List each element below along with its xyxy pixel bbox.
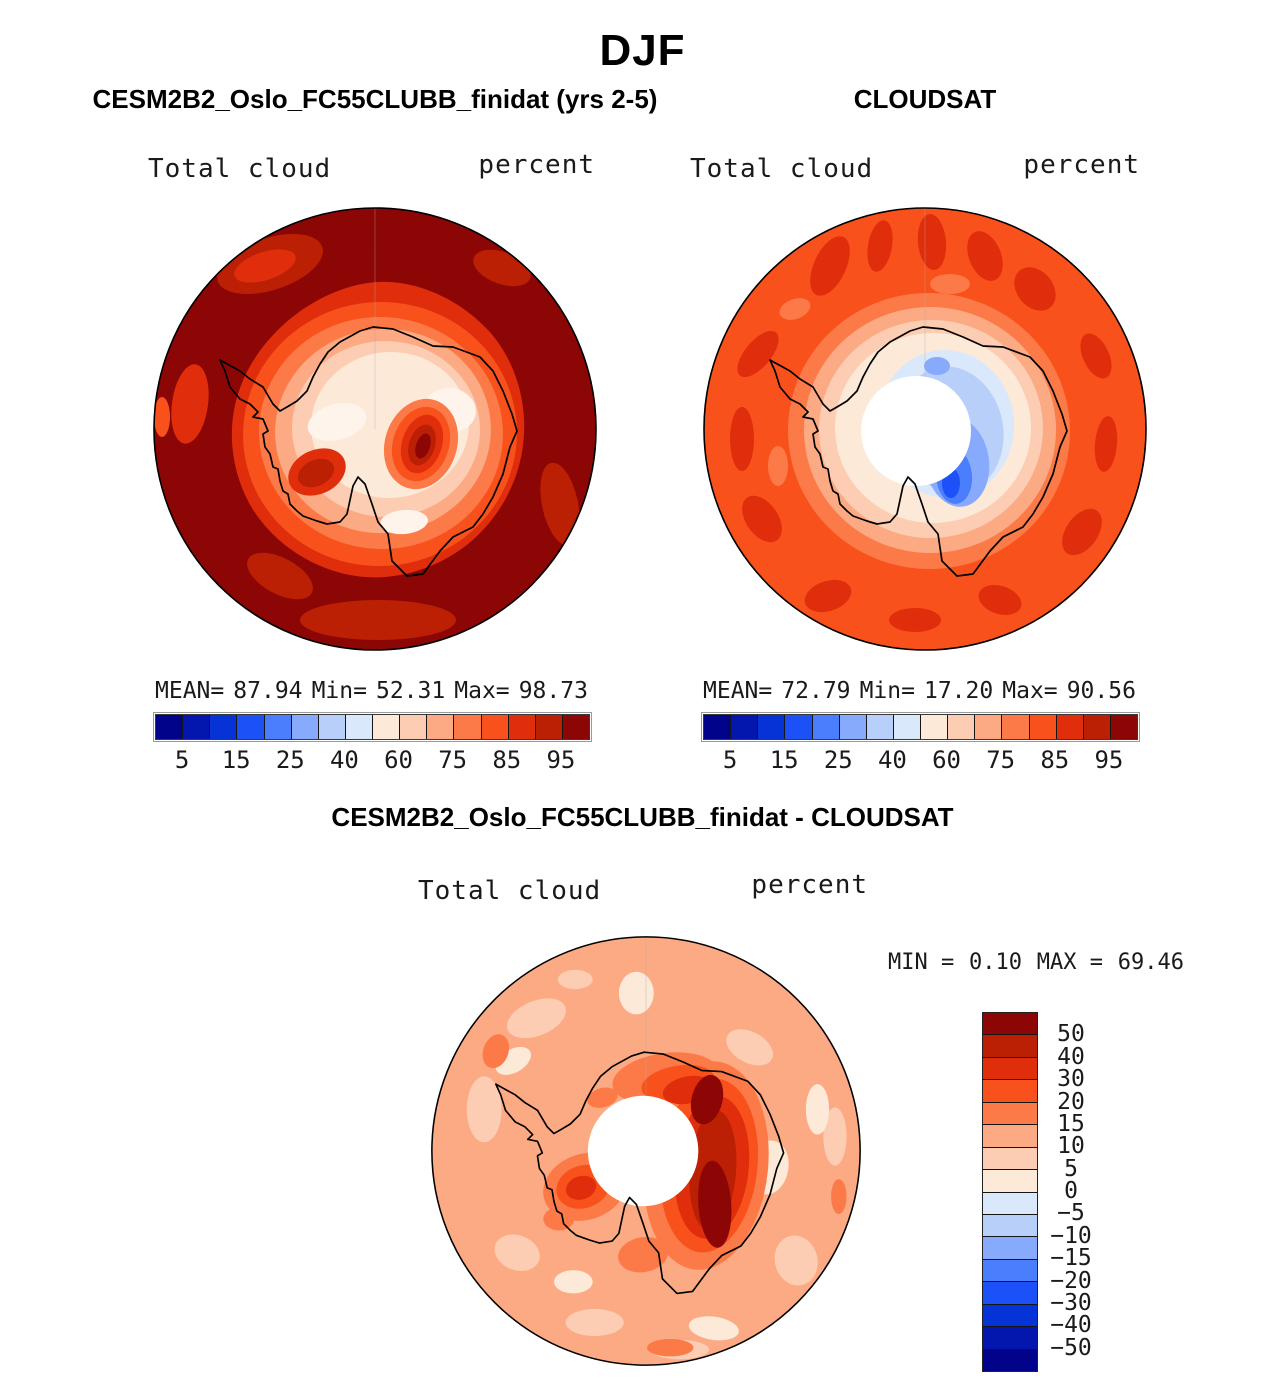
min-label: Min= — [311, 678, 367, 704]
colorbar-segment — [867, 715, 894, 739]
colorbar-segment — [921, 715, 948, 739]
contour-patch — [554, 1270, 593, 1293]
model-panel-title: CESM2B2_Oslo_FC55CLUBB_finidat (yrs 2-5) — [92, 84, 658, 114]
tick-label: 75 — [438, 746, 468, 774]
max-value: 98.73 — [518, 678, 588, 704]
max-value: 90.56 — [1066, 678, 1136, 704]
colorbar-segment — [840, 715, 867, 739]
contour-patch — [831, 1179, 847, 1214]
tick-label: 75 — [986, 746, 1016, 774]
colorbar-segment — [948, 715, 975, 739]
tick-label: 10 — [1057, 1133, 1085, 1160]
tick-label: 30 — [1057, 1066, 1085, 1093]
colorbar-segment — [346, 715, 373, 739]
tick-label: −10 — [1050, 1222, 1092, 1249]
colorbar-segment — [536, 715, 563, 739]
colorbar-segment — [1002, 715, 1029, 739]
colorbar-segment — [983, 1215, 1037, 1237]
tick-label: 95 — [1094, 746, 1124, 774]
diff-field-label: Total cloud — [418, 876, 602, 906]
diff-stats-line — [888, 950, 1184, 975]
tick-label: 85 — [1040, 746, 1070, 774]
contour-patch — [619, 972, 654, 1015]
contour-patch — [300, 600, 456, 640]
colorbar-segment — [785, 715, 812, 739]
obs-units-label: percent — [1023, 150, 1140, 180]
contour-patch — [647, 1339, 694, 1356]
min-value: 52.31 — [375, 678, 446, 704]
polar-data-void — [861, 376, 971, 486]
colorbar-segment — [983, 1193, 1037, 1215]
min-label: Min= — [859, 678, 915, 704]
colorbar-segment — [983, 1125, 1037, 1147]
model-colorbar-ticks — [155, 746, 588, 776]
colorbar-segment — [704, 715, 731, 739]
colorbar-segment — [894, 715, 921, 739]
mean-label: MEAN= — [703, 678, 773, 704]
colorbar-segment — [509, 715, 536, 739]
tick-label: −30 — [1050, 1289, 1092, 1316]
colorbar-segment — [265, 715, 292, 739]
colorbar-segment — [813, 715, 840, 739]
contour-patch — [768, 446, 788, 486]
colorbar-segment — [983, 1103, 1037, 1125]
obs-colorbar-ticks — [703, 746, 1136, 776]
colorbar-segment — [983, 1170, 1037, 1192]
colorbar-segment — [237, 715, 264, 739]
tick-label: −15 — [1050, 1245, 1092, 1272]
mean-value: 87.94 — [233, 678, 303, 704]
colorbar-segment — [983, 1237, 1037, 1259]
tick-label: 20 — [1057, 1088, 1085, 1115]
colorbar-segment — [319, 715, 346, 739]
colorbar-segment — [210, 715, 237, 739]
tick-label: 15 — [221, 746, 251, 774]
colorbar-segment — [983, 1282, 1037, 1304]
contour-patch — [930, 274, 970, 294]
max-label: Max= — [1002, 678, 1058, 704]
diff-panel-title: CESM2B2_Oslo_FC55CLUBB_finidat - CLOUDSAT — [331, 802, 954, 832]
model-field-label: Total cloud — [148, 154, 332, 184]
diff-colorbar-ticks — [1038, 1012, 1104, 1370]
contour-patch-blue — [924, 357, 950, 375]
colorbar-segment — [983, 1350, 1037, 1371]
model-colorbar — [155, 714, 590, 740]
contour-patch — [806, 1084, 829, 1134]
model-map — [150, 204, 600, 654]
contour-patch — [154, 397, 170, 437]
contour-patch — [566, 1309, 624, 1336]
colorbar-segment — [983, 1327, 1037, 1349]
tick-label: 40 — [329, 746, 359, 774]
colorbar-segment — [563, 715, 589, 739]
tick-label: −20 — [1050, 1267, 1092, 1294]
diff-map — [428, 933, 864, 1369]
tick-label: 15 — [769, 746, 799, 774]
tick-label: 25 — [823, 746, 853, 774]
colorbar-segment — [482, 715, 509, 739]
tick-label: −40 — [1050, 1312, 1092, 1339]
colorbar-segment — [731, 715, 758, 739]
contour-patch — [730, 407, 754, 471]
colorbar-segment — [1057, 715, 1084, 739]
min-value: 17.20 — [923, 678, 994, 704]
tick-label: 40 — [1057, 1043, 1085, 1070]
colorbar-segment — [183, 715, 210, 739]
contour-patch — [889, 608, 941, 632]
obs-field-label: Total cloud — [690, 154, 874, 184]
colorbar-segment — [292, 715, 319, 739]
model-units-label: percent — [478, 150, 595, 180]
mean-label: MEAN= — [155, 678, 225, 704]
colorbar-segment — [983, 1260, 1037, 1282]
colorbar-segment — [1111, 715, 1137, 739]
tick-label: 40 — [877, 746, 907, 774]
min-value: 0.10 — [969, 950, 1022, 975]
tick-label: 95 — [546, 746, 576, 774]
colorbar-segment — [373, 715, 400, 739]
obs-panel-title: CLOUDSAT — [853, 84, 997, 114]
contour-patch — [558, 970, 593, 989]
max-value: 69.46 — [1117, 950, 1184, 975]
max-label: MAX = — [1036, 950, 1103, 975]
colorbar-segment — [975, 715, 1002, 739]
obs-colorbar — [703, 714, 1138, 740]
colorbar-segment — [427, 715, 454, 739]
tick-label: 85 — [492, 746, 522, 774]
polar-data-void — [588, 1096, 698, 1206]
tick-label: −50 — [1050, 1334, 1092, 1361]
obs-map-contours — [700, 204, 1150, 654]
tick-label: −5 — [1057, 1200, 1085, 1227]
colorbar-segment — [983, 1035, 1037, 1057]
min-label: MIN = — [888, 950, 955, 975]
tick-label: 15 — [1057, 1110, 1085, 1137]
colorbar-segment — [1084, 715, 1111, 739]
tick-label: 5 — [174, 746, 190, 774]
diff-units-label: percent — [751, 870, 868, 900]
tick-label: 50 — [1057, 1021, 1085, 1048]
tick-label: 5 — [1064, 1155, 1078, 1182]
colorbar-segment — [983, 1080, 1037, 1102]
diff-map-contours — [428, 933, 864, 1369]
obs-stats-line — [703, 678, 1136, 704]
colorbar-segment — [983, 1013, 1037, 1035]
diff-colorbar — [982, 1012, 1038, 1372]
tick-label: 60 — [384, 746, 414, 774]
tick-label: 0 — [1064, 1178, 1078, 1204]
model-stats-line — [155, 678, 588, 704]
colorbar-segment — [758, 715, 785, 739]
model-map-contours — [150, 204, 600, 654]
tick-label: 60 — [932, 746, 962, 774]
mean-value: 72.79 — [781, 678, 851, 704]
colorbar-segment — [454, 715, 481, 739]
colorbar-segment — [156, 715, 183, 739]
tick-label: 25 — [275, 746, 305, 774]
colorbar-segment — [983, 1148, 1037, 1170]
colorbar-segment — [1030, 715, 1057, 739]
colorbar-segment — [983, 1058, 1037, 1080]
figure-title: DJF — [599, 26, 686, 75]
obs-map — [700, 204, 1150, 654]
colorbar-segment — [400, 715, 427, 739]
max-label: Max= — [454, 678, 510, 704]
colorbar-segment — [983, 1305, 1037, 1327]
tick-label: 5 — [722, 746, 738, 774]
